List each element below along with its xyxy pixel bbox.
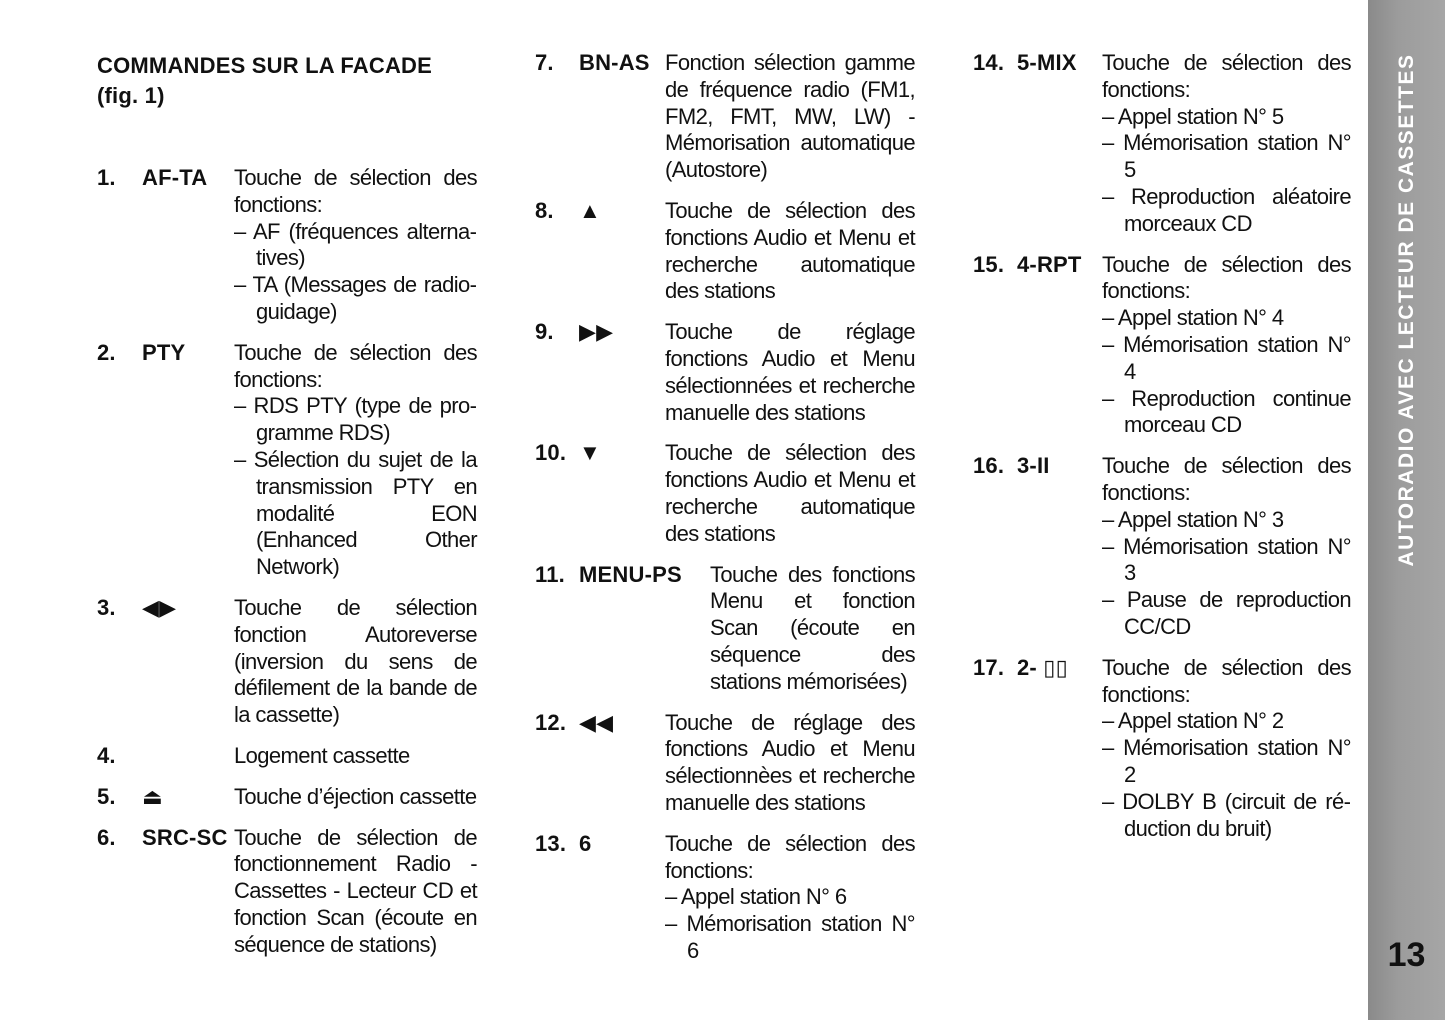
item-text: Touche de sélection des fonctions: bbox=[1102, 50, 1351, 102]
item-12 bbox=[535, 710, 915, 817]
item-15 bbox=[973, 252, 1351, 440]
item-sub: – Sélection du sujet de la transmission PTY en modalité EON (Enhanced Other Network) bbox=[234, 446, 477, 580]
item-key: 6 bbox=[579, 830, 592, 856]
item-2 bbox=[97, 340, 477, 581]
item-sub: – DOLBY B (circuit de réduction du bruit) bbox=[1102, 788, 1351, 841]
item-description: Fonction sélection gamme de fréquence radio (FM1, FM2, FMT, MW, LW) - Mémorisation automatique (Autostore) bbox=[665, 50, 915, 183]
item-sub: – Mémorisation station N° 6 bbox=[665, 911, 915, 963]
section-title-line-2: (fig. 1) bbox=[97, 83, 165, 108]
item-number: 12. bbox=[535, 709, 567, 735]
item-description: Logement cassette bbox=[234, 742, 410, 768]
item-description bbox=[234, 165, 477, 326]
item-sub: – Appel station N° 2 bbox=[1102, 708, 1284, 734]
sidebar-title: AUTORADIO AVEC LECTEUR DE CASSETTES bbox=[1394, 53, 1418, 567]
item-number: 11. bbox=[535, 561, 565, 587]
autoreverse-icon: ◀▶ bbox=[142, 594, 177, 620]
item-text: Touche de sélection des fonctions: bbox=[1102, 654, 1351, 707]
item-16 bbox=[973, 453, 1351, 641]
item-14 bbox=[973, 50, 1351, 238]
item-number: 9. bbox=[535, 319, 554, 345]
item-13 bbox=[535, 831, 915, 965]
down-arrow-icon: ▼ bbox=[579, 440, 601, 466]
up-arrow-icon: ▲ bbox=[579, 197, 601, 223]
item-sub: – Mémorisation station N° 3 bbox=[1102, 533, 1351, 586]
item-9 bbox=[535, 319, 915, 426]
item-5 bbox=[97, 784, 477, 811]
item-key: 5-MIX bbox=[1017, 50, 1077, 75]
column-2 bbox=[535, 50, 915, 979]
item-description: Touche de sélection de fonctionnement Radio - Cassettes - Lecteur CD et fonction Scan (écoute en séquence de stations) bbox=[234, 824, 477, 957]
item-key: AF-TA bbox=[142, 165, 208, 190]
item-number: 14. bbox=[973, 50, 1005, 75]
item-17 bbox=[973, 655, 1351, 843]
item-number: 6. bbox=[97, 824, 116, 850]
item-sub: – Mémorisation station N° 2 bbox=[1102, 735, 1351, 787]
item-description: Touche de réglage fonctions Audio et Menu sélectionnées et recherche manuelle des stations bbox=[665, 319, 915, 425]
item-description bbox=[1102, 655, 1351, 843]
item-1 bbox=[97, 165, 477, 326]
item-description bbox=[234, 340, 477, 581]
item-text: Touche de sélection des fonctions: bbox=[234, 339, 477, 392]
item-7 bbox=[535, 50, 915, 184]
item-key: MENU-PS bbox=[579, 561, 682, 587]
item-description bbox=[665, 831, 915, 965]
item-description: Touche de sélection fonction Autoreverse (inversion du sens de défilement de la bande de la cassette) bbox=[234, 594, 477, 728]
item-number: 1. bbox=[97, 165, 116, 190]
item-key: BN-AS bbox=[579, 50, 650, 75]
item-number: 17. bbox=[973, 654, 1005, 680]
item-sub: – Mémorisation station N° 5 bbox=[1102, 130, 1351, 183]
item-number: 10. bbox=[535, 440, 567, 466]
item-number: 16. bbox=[973, 453, 1005, 479]
item-sub: – Reproduction continue morceau CD bbox=[1102, 385, 1351, 438]
item-text: Touche de sélection des fonctions: bbox=[1102, 251, 1351, 304]
item-3 bbox=[97, 595, 477, 729]
item-description: Touche de réglage des fonctions Audio et Menu sélectionnèes et recherche manuelle des stations bbox=[665, 709, 915, 815]
fast-forward-icon: ▶▶ bbox=[579, 319, 614, 345]
item-sub: – AF (fréquences alternatives) bbox=[234, 218, 477, 271]
item-description: Touche des fonctions Menu et fonction Scan (écoute en séquence des stations mémorisées) bbox=[710, 561, 915, 694]
item-sub: – RDS PTY (type de programme RDS) bbox=[234, 393, 477, 446]
item-number: 4. bbox=[97, 742, 116, 768]
item-description: Touche d’éjection cassette bbox=[234, 783, 477, 809]
item-sub: – Reproduction aléatoire morceaux CD bbox=[1102, 183, 1351, 236]
dolby-key: 2- ▯▯ bbox=[1017, 654, 1068, 680]
item-4 bbox=[97, 743, 477, 770]
item-description: Touche de sélection des fonctions Audio et Menu et recherche automatique des stations bbox=[665, 440, 915, 546]
eject-icon: ⏏ bbox=[142, 783, 163, 809]
sidebar-tab bbox=[1368, 0, 1445, 1020]
item-8 bbox=[535, 198, 915, 305]
item-number: 7. bbox=[535, 50, 554, 75]
section-title-line-1: COMMANDES SUR LA FACADE bbox=[97, 53, 433, 78]
item-key: SRC-SC bbox=[142, 824, 228, 850]
item-number: 2. bbox=[97, 339, 116, 365]
item-description bbox=[1102, 252, 1351, 440]
item-number: 5. bbox=[97, 783, 116, 809]
item-key: 4-RPT bbox=[1017, 251, 1082, 277]
item-text: Touche de sélection des fonctions: bbox=[234, 165, 477, 217]
page-number: 13 bbox=[1387, 936, 1426, 974]
item-description: Touche de sélection des fonctions Audio et Menu et recherche automatique des stations bbox=[665, 197, 915, 304]
item-description bbox=[1102, 50, 1351, 238]
item-description bbox=[1102, 453, 1351, 641]
item-number: 13. bbox=[535, 830, 567, 856]
item-text: Touche de sélection des fonctions: bbox=[665, 830, 915, 883]
item-10 bbox=[535, 440, 915, 547]
item-text: Touche de sélection des fonctions: bbox=[1102, 453, 1351, 505]
item-key: 3-II bbox=[1017, 453, 1050, 479]
item-key: PTY bbox=[142, 339, 186, 365]
item-sub: – Mémorisation station N° 4 bbox=[1102, 331, 1351, 384]
rewind-icon: ◀◀ bbox=[579, 709, 614, 735]
column-1 bbox=[97, 50, 477, 973]
item-sub: – Appel station N° 3 bbox=[1102, 506, 1284, 532]
item-sub: – Appel station N° 4 bbox=[1102, 305, 1284, 331]
item-sub: – TA (Messages de radioguidage) bbox=[234, 272, 477, 324]
item-sub: – Pause de reproduction CC/CD bbox=[1102, 587, 1351, 639]
item-sub: – Appel station N° 6 bbox=[665, 884, 847, 910]
item-number: 15. bbox=[973, 251, 1005, 277]
item-number: 3. bbox=[97, 594, 116, 620]
item-sub: – Appel station N° 5 bbox=[1102, 103, 1284, 129]
item-number: 8. bbox=[535, 197, 554, 223]
item-11 bbox=[535, 562, 915, 696]
column-3 bbox=[973, 50, 1351, 856]
item-6 bbox=[97, 825, 477, 959]
section-title bbox=[97, 51, 477, 111]
